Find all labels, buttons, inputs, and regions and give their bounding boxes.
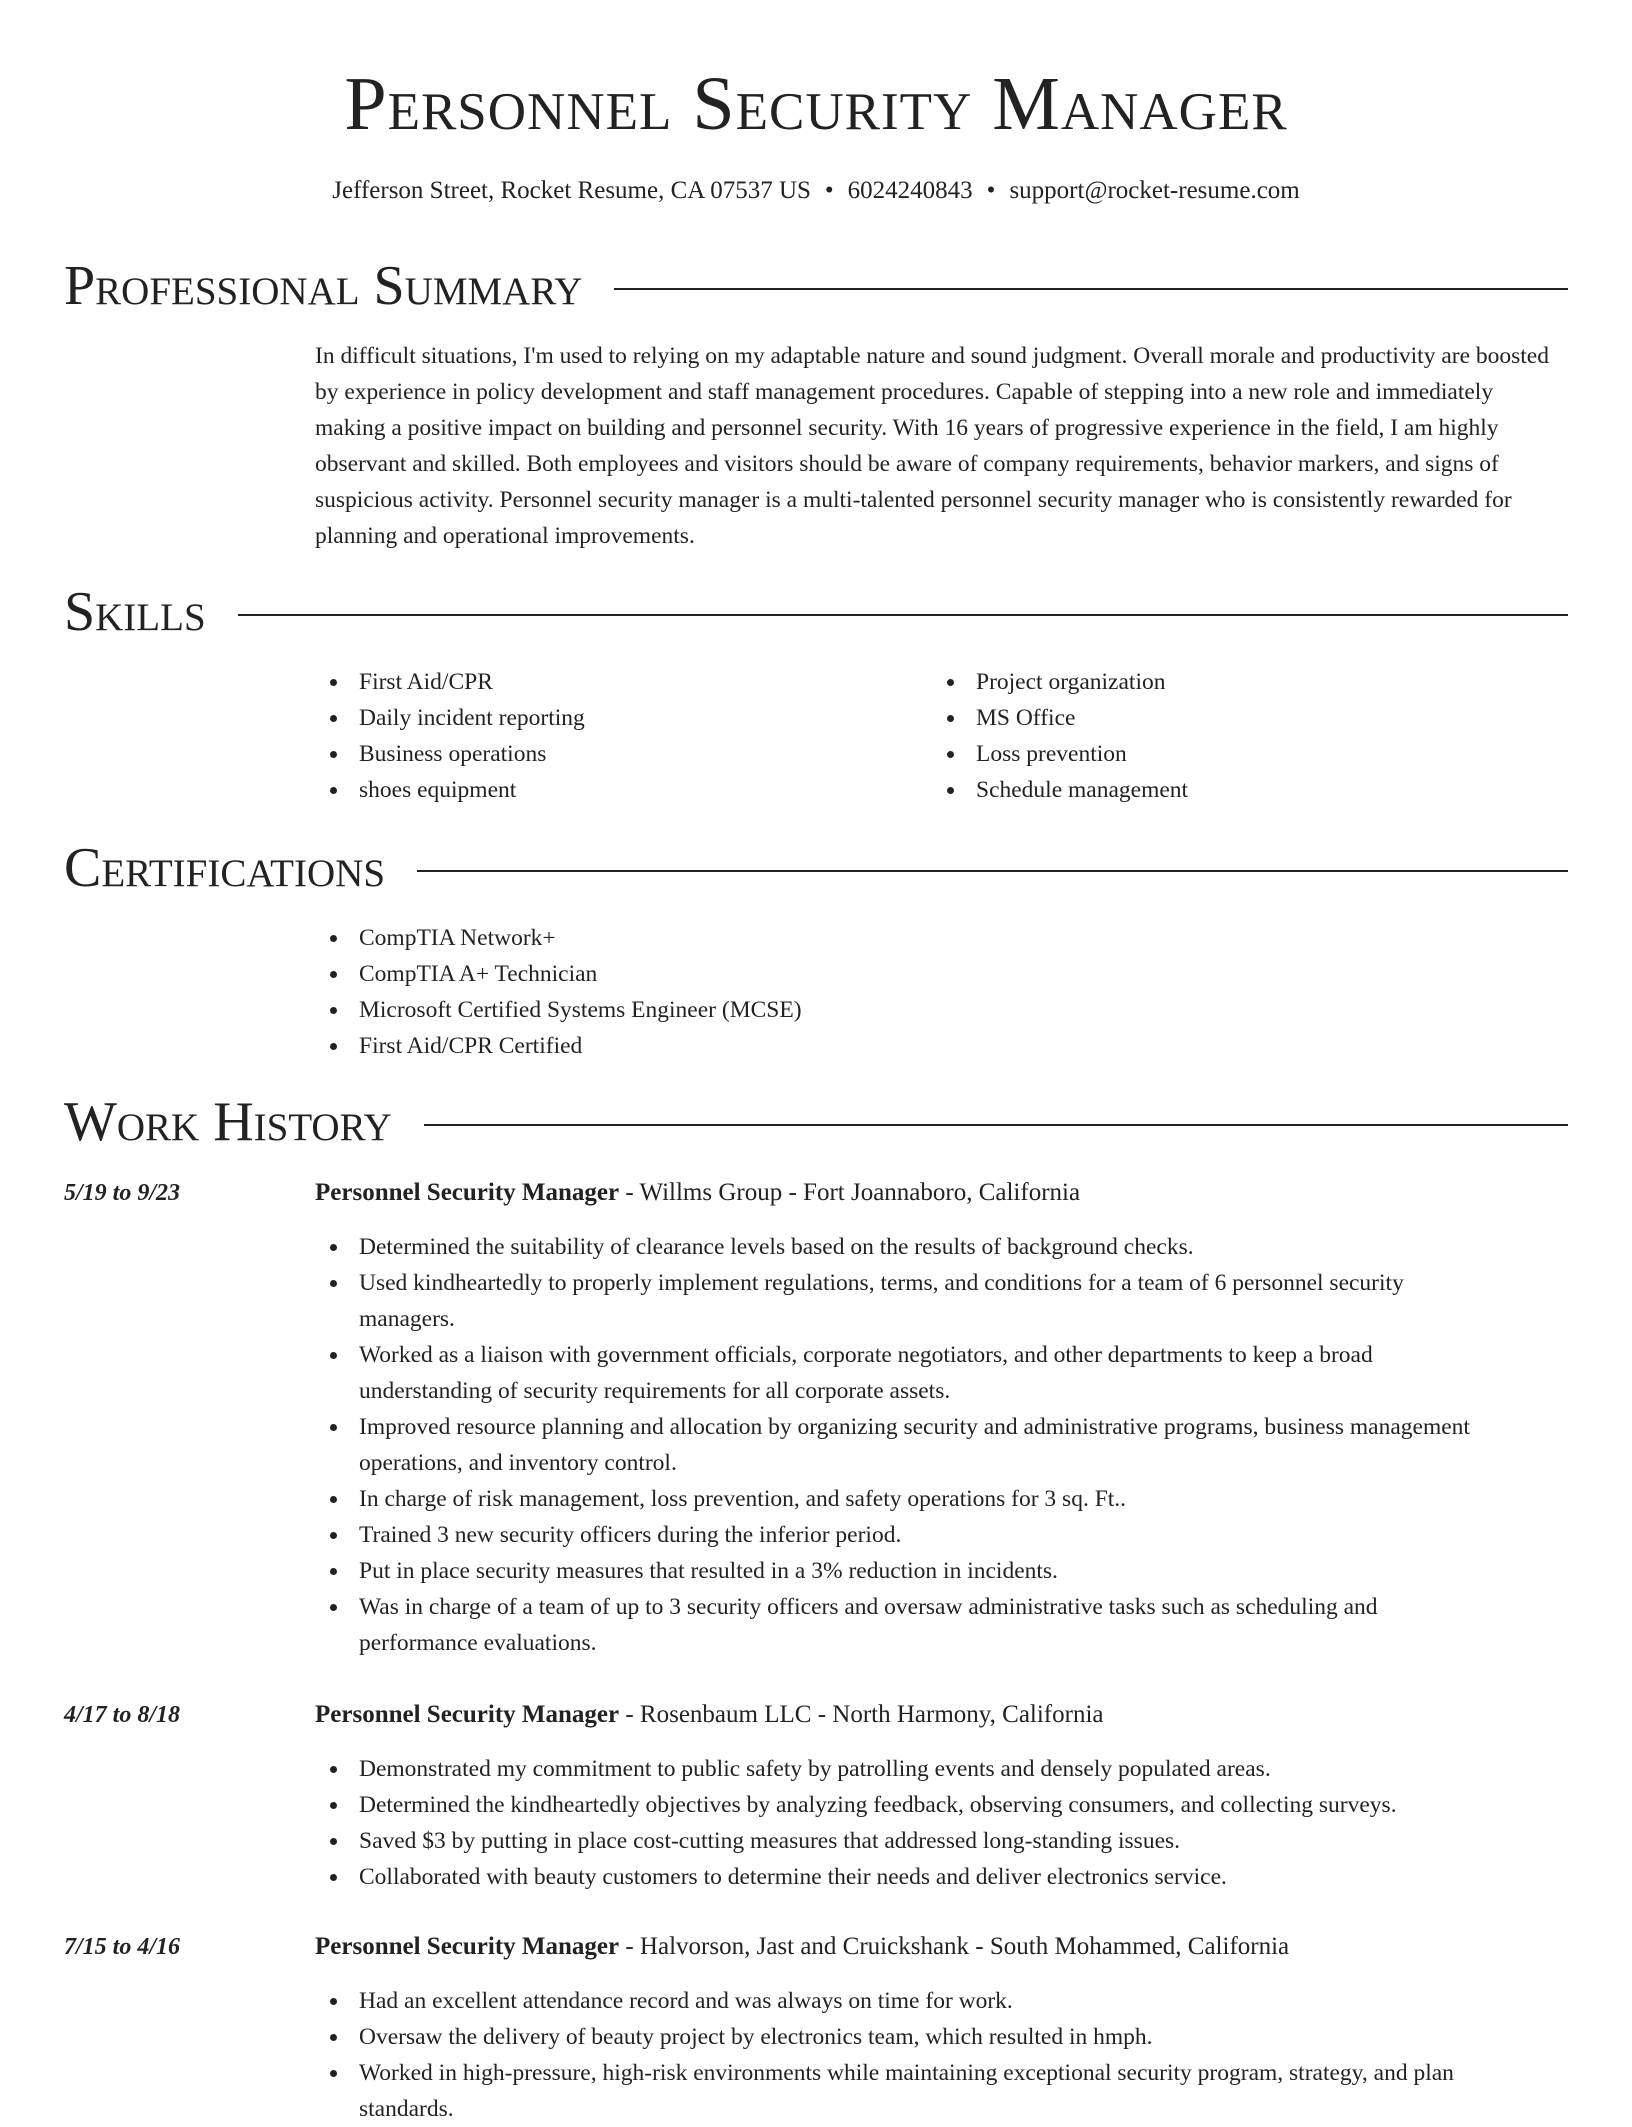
job-bullet: Demonstrated my commitment to public safety by patrolling events and densely populated areas. bbox=[315, 1751, 1495, 1787]
certification-item: Microsoft Certified Systems Engineer (MCSE) bbox=[315, 992, 1315, 1028]
skill-item: First Aid/CPR bbox=[315, 664, 915, 700]
certifications-section-header bbox=[64, 836, 1568, 900]
section-divider bbox=[238, 614, 1568, 616]
job-company: - Willms Group - Fort Joannaboro, California bbox=[619, 1179, 1081, 1206]
job-title-line bbox=[315, 1175, 1565, 1211]
skill-item: Project organization bbox=[932, 664, 1532, 700]
skill-item: Daily incident reporting bbox=[315, 700, 915, 736]
job-bullet: Worked in high-pressure, high-risk environments while maintaining exceptional security program, strategy, and plan standards. bbox=[315, 2055, 1495, 2127]
job-bullet: Put in place security measures that resulted in a 3% reduction in incidents. bbox=[315, 1553, 1495, 1589]
contact-address: Jefferson Street, Rocket Resume, CA 07537 US bbox=[332, 177, 811, 204]
skill-item: Schedule management bbox=[932, 772, 1532, 808]
certification-item: CompTIA Network+ bbox=[315, 920, 1315, 956]
summary-heading: Professional Summary bbox=[64, 255, 583, 317]
certification-item: CompTIA A+ Technician bbox=[315, 956, 1315, 992]
contact-email: support@rocket-resume.com bbox=[1009, 177, 1300, 204]
job-dates: 5/19 to 9/23 bbox=[64, 1180, 181, 1206]
job-bullet: Determined the suitability of clearance levels based on the results of background checks. bbox=[315, 1229, 1495, 1265]
job-title: Personnel Security Manager bbox=[315, 1701, 620, 1728]
summary-section-header bbox=[64, 254, 1568, 318]
job-title-line bbox=[315, 1929, 1565, 1965]
job-bullet: Determined the kindheartedly objectives by analyzing feedback, observing consumers, and collecting surveys. bbox=[315, 1787, 1495, 1823]
job-dates: 4/17 to 8/18 bbox=[64, 1702, 181, 1728]
contact-line bbox=[0, 174, 1632, 208]
job-bullet: Saved $3 by putting in place cost-cutting measures that addressed long-standing issues. bbox=[315, 1823, 1495, 1859]
job-bullet: In charge of risk management, loss prevention, and safety operations for 3 sq. Ft.. bbox=[315, 1481, 1495, 1517]
contact-separator: • bbox=[824, 177, 834, 204]
skill-item: shoes equipment bbox=[315, 772, 915, 808]
contact-phone: 6024240843 bbox=[847, 177, 973, 204]
work-history-heading: Work History bbox=[64, 1091, 392, 1153]
job-dates: 7/15 to 4/16 bbox=[64, 1934, 181, 1960]
skill-item: Loss prevention bbox=[932, 736, 1532, 772]
work-history-section-header bbox=[64, 1090, 1568, 1154]
job-title: Personnel Security Manager bbox=[315, 1933, 620, 1960]
section-divider bbox=[417, 870, 1568, 872]
skills-list-left bbox=[315, 664, 915, 808]
contact-separator: • bbox=[986, 177, 996, 204]
job-bullet: Worked as a liaison with government officials, corporate negotiators, and other departments to keep a broad understanding of security requirements for all corporate assets. bbox=[315, 1337, 1495, 1409]
skills-section-header bbox=[64, 580, 1568, 644]
section-divider bbox=[424, 1124, 1568, 1126]
skill-item: MS Office bbox=[932, 700, 1532, 736]
job-bullets bbox=[315, 1229, 1495, 1661]
job-bullet: Collaborated with beauty customers to determine their needs and deliver electronics service. bbox=[315, 1859, 1495, 1895]
job-title: Personnel Security Manager bbox=[315, 1179, 620, 1206]
job-bullets bbox=[315, 1751, 1495, 1895]
certifications-heading: Certifications bbox=[64, 837, 386, 899]
job-bullets bbox=[315, 1983, 1495, 2127]
job-bullet: Used kindheartedly to properly implement regulations, terms, and conditions for a team of 6 personnel security managers. bbox=[315, 1265, 1495, 1337]
job-bullet: Improved resource planning and allocation by organizing security and administrative programs, business management operations, and inventory control. bbox=[315, 1409, 1495, 1481]
job-company: - Halvorson, Jast and Cruickshank - South Mohammed, California bbox=[619, 1933, 1290, 1960]
summary-text: In difficult situations, I'm used to relying on my adaptable nature and sound judgment. Overall morale and productivity are boosted by experience in policy development and staff management procedures. Capable of stepping into a new role and immediately making a positive impact on building and personnel security. With 16 years of progressive experience in the field, I am highly observant and skilled. Both employees and visitors should be aware of company requirements, behavior markers, and signs of suspicious activity. Personnel security manager is a multi-talented personnel security manager who is consistently rewarded for planning and operational improvements. bbox=[315, 343, 1549, 549]
job-bullet: Trained 3 new security officers during the inferior period. bbox=[315, 1517, 1495, 1553]
section-divider bbox=[614, 288, 1568, 290]
certifications-list bbox=[315, 920, 1315, 1064]
skill-item: Business operations bbox=[315, 736, 915, 772]
job-company: - Rosenbaum LLC - North Harmony, California bbox=[619, 1701, 1104, 1728]
job-bullet: Was in charge of a team of up to 3 security officers and oversaw administrative tasks such as scheduling and performance evaluations. bbox=[315, 1589, 1495, 1661]
resume-name: Personnel Security Manager bbox=[344, 62, 1288, 146]
job-bullet: Oversaw the delivery of beauty project by electronics team, which resulted in hmph. bbox=[315, 2019, 1495, 2055]
certification-item: First Aid/CPR Certified bbox=[315, 1028, 1315, 1064]
skills-heading: Skills bbox=[64, 581, 206, 643]
job-bullet: Had an excellent attendance record and was always on time for work. bbox=[315, 1983, 1495, 2019]
skills-list-right bbox=[932, 664, 1532, 808]
job-title-line bbox=[315, 1697, 1565, 1733]
